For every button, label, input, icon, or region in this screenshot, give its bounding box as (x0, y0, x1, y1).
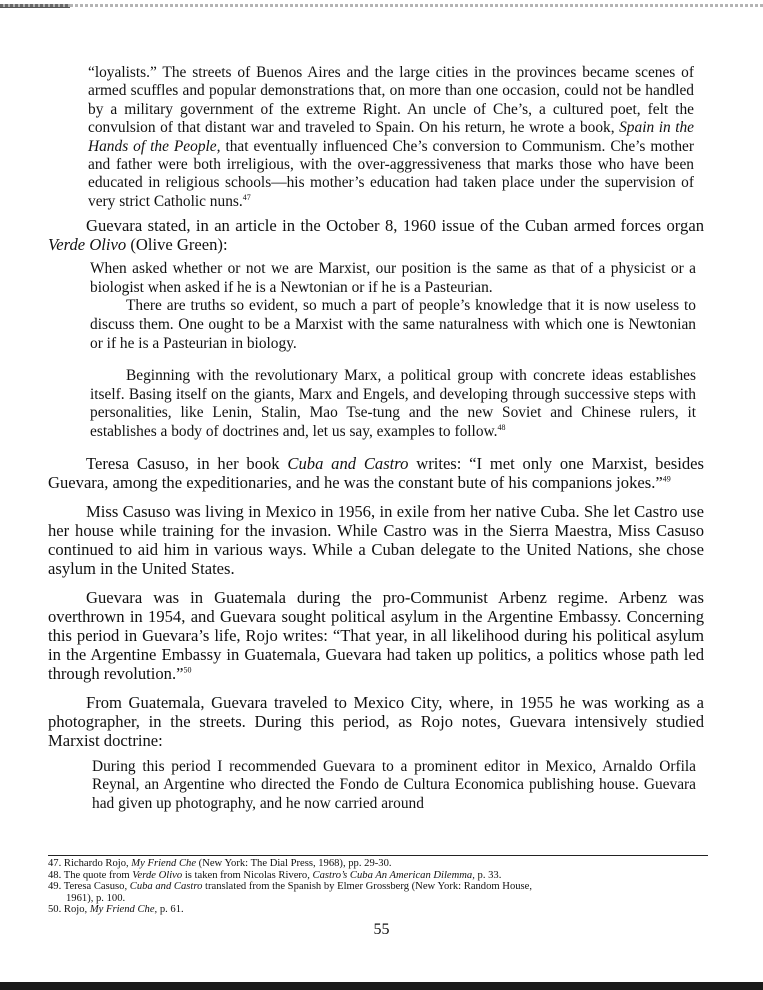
text-run: Teresa Casuso, in her book (86, 453, 288, 473)
text-run: 1961), p. 100. (66, 892, 126, 904)
text-run: Guevara was in Guatemala during the pro-Communist Arbenz regime. Arbenz was overthrown in 1954, and Guevara sought political asylum in the Argentine Embassy. Concerning this period in Guevara’s life, Rojo writes: “That year, in all likelihood during his political asylum in the Argentine Embassy in Guatemala, Guevara had taken up politics, a politics whose path led through revolution.” (48, 587, 704, 683)
quote-paragraph: There are truths so evident, so much a part of people’s knowledge that it is now useless to discuss them. One ought to be a Marxist with the same naturalness with which one is Newtonian or if he is a Pasteurian in biology. (90, 297, 696, 352)
text-run: (New York: The Dial Press, 1968), pp. 29-30. (196, 858, 392, 869)
page-number: 55 (373, 921, 390, 938)
footnote-47 (48, 858, 708, 870)
paragraph-verde-olivo (48, 216, 704, 254)
text-run: writes: “I met only one Marxist, besides Guevara, among the expeditionaries, and he was the constant bute of his companions jokes.” (48, 453, 704, 492)
text-run: “loyalists.” The streets of Buenos Aires and the large cities in the provinces became scenes of armed scuffles and popular demonstrations that, on more than one occasion, could not be handled by a military government of the extreme Right. An uncle of Che’s, a cultured poet, felt the convulsion of that distant war and traveled to Spain. On his return, he wrote a book, (88, 64, 694, 137)
footnote-50 (48, 904, 708, 916)
book-title: Castro’s Cuba An American Dilemma, (312, 869, 475, 881)
paragraph-mexico-city: From Guatemala, Guevara traveled to Mexico City, where, in 1955 he was working as a photographer, in the streets. During this period, as Rojo notes, Guevara intensively studied Marxist doctrine: (48, 692, 704, 750)
text-run: (Olive Green): (126, 235, 228, 255)
footnote-ref: 48 (497, 422, 506, 432)
text-run: p. 33. (474, 869, 502, 881)
paragraph-continuation (88, 64, 694, 211)
publication-title: Verde Olivo (132, 869, 183, 881)
text-run: Beginning with the revolutionary Marx, a political group with concrete ideas establishes itself. Basing itself on the giants, Marx and Engels, and developing through successive steps with personalities, like Lenin, Stalin, Mao Tse-tung and the new Soviet and Chinese rulers, it establishes a body of doctrines and, let us say, examples to follow. (90, 367, 696, 440)
footnote-number: 48. (48, 869, 62, 881)
text-run: is taken from Nicolas Rivero, (182, 869, 313, 881)
footnote-ref: 49 (662, 474, 671, 484)
book-title: My Friend Che, (89, 904, 158, 916)
bottom-edge-rule (0, 982, 763, 990)
text-run: Rojo, (63, 904, 90, 916)
footnote-49 (48, 881, 708, 904)
page-body (48, 64, 704, 813)
book-title: My Friend Che (131, 858, 197, 869)
footnote-48 (48, 870, 708, 882)
footnote-number: 47. (48, 858, 62, 869)
top-edge-rule (0, 4, 763, 7)
block-quote-guevara (90, 260, 696, 441)
quote-paragraph: When asked whether or not we are Marxist, our position is the same as that of a physicist or a biologist when asked if he is a Newtonian or if he is a Pasteurian. (90, 260, 696, 296)
quote-paragraph: During this period I recommended Guevara to a prominent editor in Mexico, Arnaldo Orfila Reynal, an Argentine who directed the Fondo de Cultura Economica publishing house. Guevara had given up photography, and he now carried around (92, 757, 696, 812)
publication-title: Verde Olivo (48, 235, 127, 255)
footnote-ref: 47 (242, 192, 251, 202)
footnote-number: 49. (48, 881, 62, 893)
footnote-number: 50. (48, 904, 62, 916)
paragraph-guatemala (48, 588, 704, 683)
block-quote-rojo (92, 758, 696, 814)
text-run: The quote from (63, 869, 133, 881)
text-run: translated from the Spanish by Elmer Grossberg (New York: Random House, (202, 881, 533, 893)
text-run: Guevara stated, in an article in the October 8, 1960 issue of the Cuban armed forces organ (86, 216, 704, 236)
book-title: Cuba and Castro (287, 453, 409, 473)
text-run: that eventually influenced Che’s conversion to Communism. Che’s mother and father were both irreligious, with the over-aggressiveness that marks those who have been educated in religious schools—his mother’s education had taken place under the supervision of very strict Catholic nuns. (88, 137, 694, 210)
book-title: Spain in the Hands of the People, (88, 119, 695, 155)
text-run: p. 61. (157, 904, 184, 916)
text-run: Teresa Casuso, (63, 881, 130, 893)
paragraph-casuso-mexico: Miss Casuso was living in Mexico in 1956, in exile from her native Cuba. She let Castro use her house while training for the invasion. While Castro was in the Sierra Maestra, Miss Casuso continued to aid him in various ways. While a Cuban delegate to the United Nations, she chose asylum in the United States. (48, 501, 704, 578)
footnotes (48, 855, 708, 916)
quote-paragraph (90, 367, 696, 441)
footnote-ref: 50 (183, 665, 192, 675)
text-run: Richardo Rojo, (63, 858, 132, 869)
book-title: Cuba and Castro (129, 881, 203, 893)
paragraph-casuso-book (48, 454, 704, 492)
